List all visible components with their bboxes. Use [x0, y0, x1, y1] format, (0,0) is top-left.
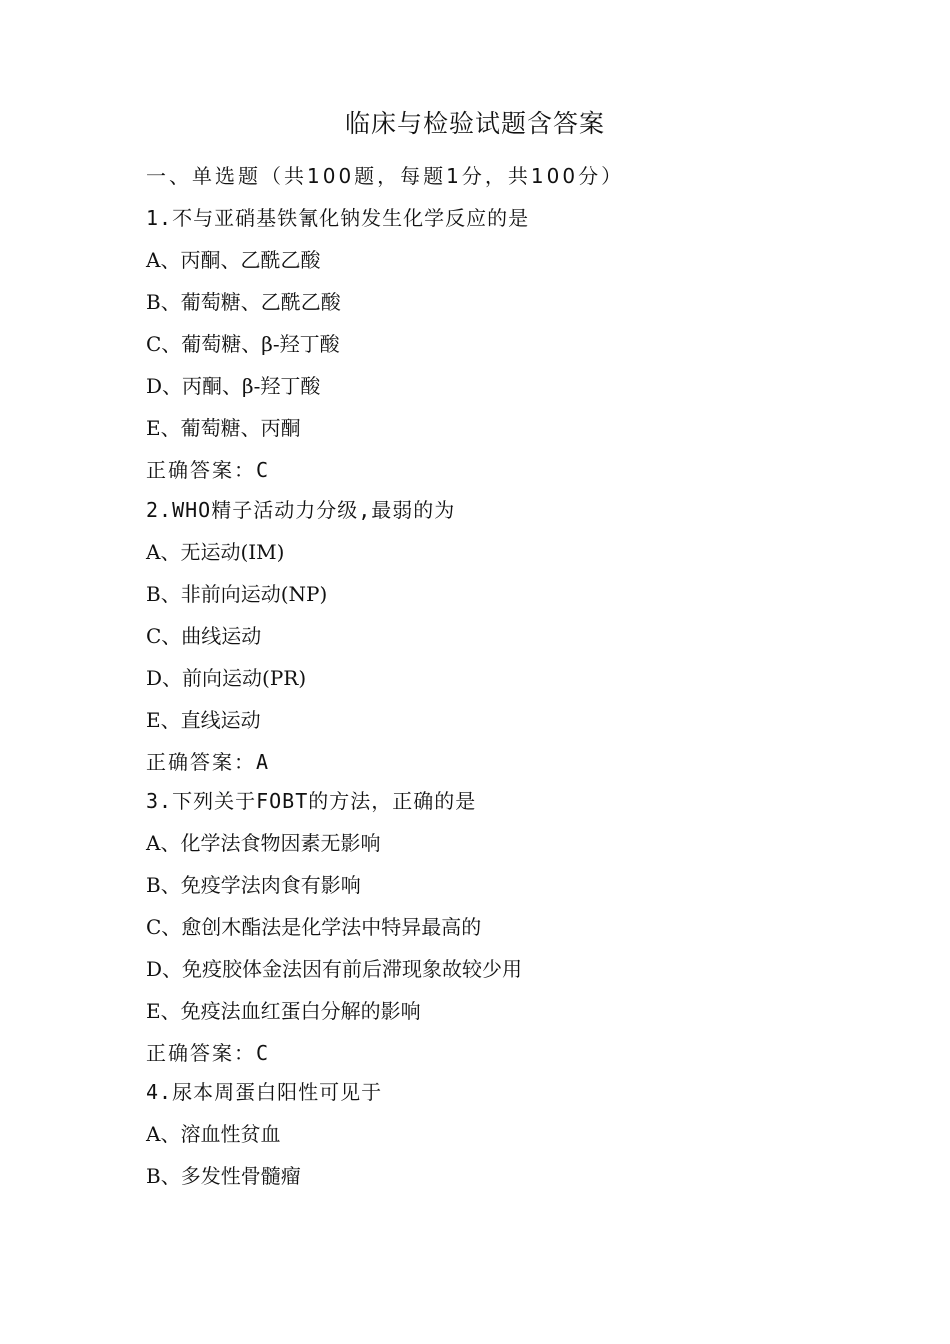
question-stem: 2.WHO精子活动力分级,最弱的为	[146, 498, 456, 522]
section-heading: 一、单选题（共100题，每题1分，共100分）	[146, 164, 625, 188]
option-d: D、丙酮、β-羟丁酸	[146, 374, 321, 398]
option-e: E、直线运动	[146, 708, 261, 732]
option-b: B、免疫学法肉食有影响	[146, 873, 361, 897]
option-e: E、免疫法血红蛋白分解的影响	[146, 999, 421, 1023]
option-b: B、多发性骨髓瘤	[146, 1164, 301, 1188]
question-stem: 3.下列关于FOBT的方法，正确的是	[146, 789, 477, 813]
option-a: A、无运动(IM)	[146, 540, 285, 564]
option-d: D、前向运动(PR)	[146, 666, 307, 690]
option-a: A、溶血性贫血	[146, 1122, 281, 1146]
option-e: E、葡萄糖、丙酮	[146, 416, 301, 440]
option-b: B、非前向运动(NP)	[146, 582, 328, 606]
question-stem: 1.不与亚硝基铁氰化钠发生化学反应的是	[146, 206, 530, 230]
correct-answer: 正确答案：C	[146, 1041, 271, 1065]
correct-answer: 正确答案：C	[146, 458, 271, 482]
option-c: C、曲线运动	[146, 624, 262, 648]
document-title: 临床与检验试题含答案	[344, 109, 605, 138]
option-d: D、免疫胶体金法因有前后滞现象故较少用	[146, 957, 523, 981]
option-b: B、葡萄糖、乙酰乙酸	[146, 290, 341, 314]
question-stem: 4.尿本周蛋白阳性可见于	[146, 1080, 383, 1104]
option-a: A、丙酮、乙酰乙酸	[146, 248, 321, 272]
option-a: A、化学法食物因素无影响	[146, 831, 381, 855]
option-c: C、愈创木酯法是化学法中特异最高的	[146, 915, 482, 939]
option-c: C、葡萄糖、β-羟丁酸	[146, 332, 340, 356]
correct-answer: 正确答案：A	[146, 750, 271, 774]
